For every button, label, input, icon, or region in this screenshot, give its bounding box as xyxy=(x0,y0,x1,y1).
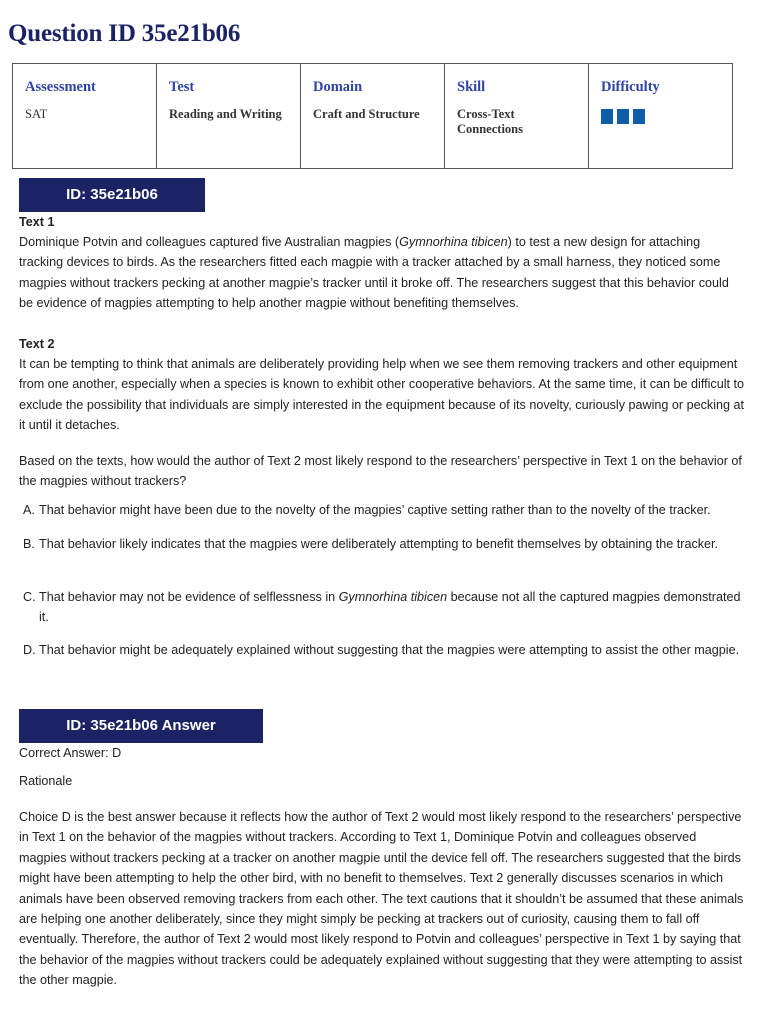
meta-header-domain: Domain xyxy=(313,79,363,95)
difficulty-bar xyxy=(633,109,645,124)
text1-label xyxy=(19,212,745,232)
choice-c-text-2: because not all the captured magpies demonstrated it. xyxy=(39,590,741,624)
choice-b-text: That behavior likely indicates that the magpies were deliberately attempting to benefit themselves by obtaining the tracker. xyxy=(39,537,719,551)
choice-b[interactable] xyxy=(19,534,745,554)
meta-value-test: Reading and Writing xyxy=(169,107,282,121)
question-prompt: Based on the texts, how would the author of Text 2 most likely respond to the researchers’ perspective in Text 1 on the behavior of the magpies without trackers? xyxy=(19,454,742,489)
meta-cell-skill xyxy=(445,64,589,169)
text1-label-text: Text 1 xyxy=(19,215,55,229)
choice-d-letter: D. xyxy=(23,643,36,657)
meta-value-domain: Craft and Structure xyxy=(313,107,420,121)
text1-species: Gymnorhina tibicen xyxy=(399,235,508,249)
choice-a[interactable] xyxy=(19,500,745,520)
meta-cell-difficulty xyxy=(589,64,733,169)
meta-value-skill: Cross-Text Connections xyxy=(457,107,523,136)
question-id-banner: ID: 35e21b06 xyxy=(19,178,205,212)
text2-label xyxy=(19,334,745,354)
meta-header-difficulty: Difficulty xyxy=(601,79,660,95)
meta-header-skill: Skill xyxy=(457,79,486,95)
correct-answer: Correct Answer: D xyxy=(19,746,122,760)
choice-a-text: That behavior might have been due to the novelty of the magpies’ captive setting rather than to the novelty of the tracker. xyxy=(39,503,711,517)
text1-part-2: ) to test a new design for attaching tracking devices to birds. As the researchers fitted each magpie with a tracker attached by a small harness, they noticed some magpies without trackers pecking at another magpie’s tracker until it broke off. The researchers suggest that this behavior could be evidence of magpies attempting to help another magpie without benefiting themselves. xyxy=(19,235,729,311)
rationale-label: Rationale xyxy=(19,774,73,788)
page-title: Question ID 35e21b06 xyxy=(8,20,241,47)
choice-c[interactable] xyxy=(19,587,745,627)
choice-c-species: Gymnorhina tibicen xyxy=(338,590,448,604)
choice-d-text: That behavior might be adequately explained without suggesting that the magpies were attempting to assist the other magpie. xyxy=(39,643,740,657)
rationale-text: Choice D is the best answer because it reflects how the author of Text 2 would most likely respond to the researchers’ perspective in Text 1 on the behavior of the magpies without trackers. According to Text 1, Dominique Potvin and colleagues observed magpies without trackers pecking at a tracker on another magpie until the device fell off. The researchers suggested that the birds might have been attempting to help the other bird, with no benefit to themselves. Text 2 generally discusses scenarios in which animals have been observed removing trackers from each other. The text cautions that it shouldn’t be assumed that these animals are helping one another deliberately, since they might simply be pecking at trackers out of curiosity, causing them to fall off eventually. Therefore, the author of Text 2 would most likely respond to Potvin and colleagues’ perspective in Text 1 by saying that the behavior of the magpies without trackers could be adequately explained without suggesting that they were attempting to assist the other magpie. xyxy=(19,810,744,988)
choice-c-letter: C. xyxy=(23,590,36,604)
text1-part-1: Dominique Potvin and colleagues captured five Australian magpies ( xyxy=(19,235,400,249)
choice-b-letter: B. xyxy=(23,537,35,551)
meta-value-assessment: SAT xyxy=(25,107,48,121)
meta-cell-test xyxy=(157,64,301,169)
answer-id-banner: ID: 35e21b06 Answer xyxy=(19,709,263,743)
difficulty-bar xyxy=(601,109,613,124)
difficulty-indicator xyxy=(601,109,720,124)
choice-c-text-1: That behavior may not be evidence of selflessness in xyxy=(39,590,339,604)
meta-cell-assessment xyxy=(13,64,157,169)
text2-passage: It can be tempting to think that animals are deliberately providing help when we see them removing trackers and other equipment from one another, especially when a species is known to exhibit other cooperative behaviors. At the same time, it can be difficult to exclude the possibility that individuals are simply interested in the equipment because of its novelty, curiously pawing or pecking at it until it detaches. xyxy=(19,357,745,433)
meta-header-test: Test xyxy=(169,79,195,95)
choice-d[interactable] xyxy=(19,640,745,660)
meta-cell-domain xyxy=(301,64,445,169)
text1-passage xyxy=(19,232,745,314)
text2-label-text: Text 2 xyxy=(19,337,55,351)
meta-header-assessment: Assessment xyxy=(25,79,96,95)
question-meta-table xyxy=(12,63,733,169)
difficulty-bar xyxy=(617,109,629,124)
choice-a-letter: A. xyxy=(23,503,35,517)
